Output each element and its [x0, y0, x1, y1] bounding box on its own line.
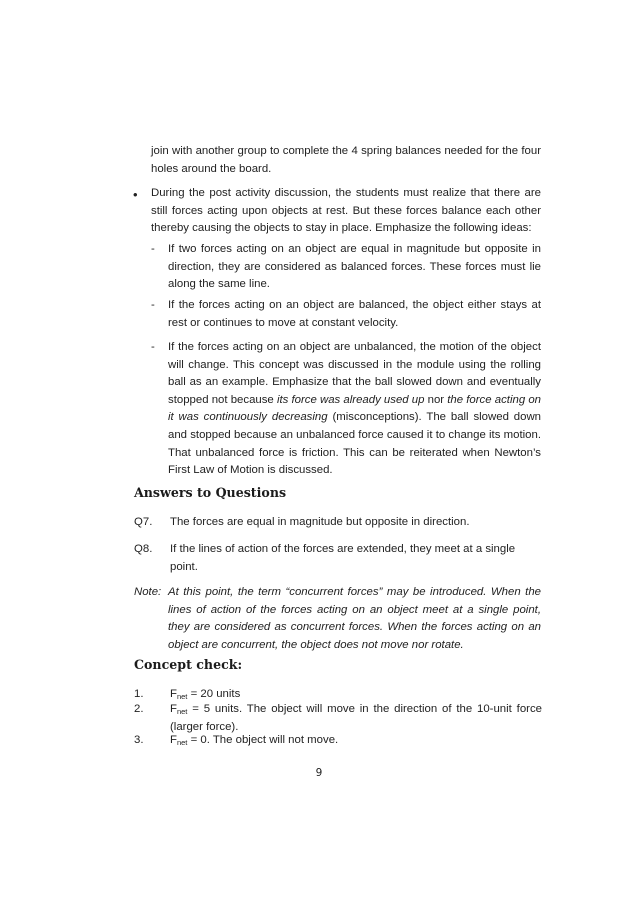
misconception-italic: its force was already used up [276, 393, 425, 406]
answers-heading: Answers to Questions [134, 485, 287, 500]
concept-check-heading: Concept check: [134, 657, 243, 672]
answer-text: The forces are equal in magnitude but opposite in direction. [170, 516, 470, 528]
idea-dash: - [151, 341, 155, 353]
note-label: Note: [134, 586, 162, 598]
concept-answer: = 0. The object will not move. [187, 734, 339, 746]
idea-text-part: nor [424, 393, 448, 406]
idea-dash: - [151, 243, 155, 255]
net-subscript: net [176, 738, 188, 747]
concept-item-text [170, 732, 542, 750]
force-symbol: F [170, 688, 177, 700]
misconception-italic: the force acting on it was continuously decreasing [168, 393, 541, 424]
question-number: Q8. [134, 543, 153, 555]
concept-item-number: 3. [134, 734, 144, 746]
note-text: At this point, the term “concurrent forces” may be introduced. When the lines of action of the forces acting on an object meet at a single point, they are considered as concurrent forces. When the forces acting on an object are concurrent, the object does not move nor rotate. [168, 586, 541, 651]
net-subscript: net [176, 707, 188, 716]
concept-item-text [170, 701, 542, 736]
idea-balanced-motion: If the forces acting on an object are balanced, the object either stays at rest or continues to move at constant velocity. [168, 299, 541, 329]
idea-text-part: If the forces acting on an object are unbalanced, the motion of the object will change. This concept was discussed in the module using the rolling ball as an example. Emphasize that the ball slowed down and eventually stopped not because [168, 341, 541, 406]
answer-text: If the lines of action of the forces are extended, they meet at a single point. [170, 543, 516, 573]
bullet-paragraph: During the post activity discussion, the students must realize that there are still forces acting upon objects at rest. But these forces balance each other thereby causing the objects to stay in place. Emphasize the following ideas: [151, 187, 541, 235]
idea-text-part: (misconceptions). The ball slowed down and stopped because an unbalanced force caused it to change its motion. That unbalanced force is friction. This can be reiterated when Newton’s First Law of Motion is discussed. [168, 411, 542, 477]
idea-dash: - [151, 299, 155, 311]
question-number: Q7. [134, 516, 153, 528]
concept-item-number: 2. [134, 703, 144, 715]
concept-answer: = 5 units. The object will move in the direction of the 10-unit force (larger force). [170, 703, 542, 733]
idea-balanced-forces: If two forces acting on an object are equal in magnitude but opposite in direction, they are considered as balanced forces. These forces must lie along the same line. [168, 243, 541, 291]
idea-unbalanced-forces [168, 339, 541, 480]
concept-answer: = 20 units [187, 688, 241, 700]
net-subscript: net [176, 692, 188, 701]
bullet-marker: • [133, 187, 138, 202]
force-symbol: F [170, 703, 177, 715]
force-symbol: F [170, 734, 177, 746]
page-number: 9 [315, 767, 323, 779]
concept-item-number: 1. [134, 688, 144, 700]
intro-continuation-paragraph: join with another group to complete the 4 spring balances needed for the four holes around the board. [151, 145, 541, 175]
